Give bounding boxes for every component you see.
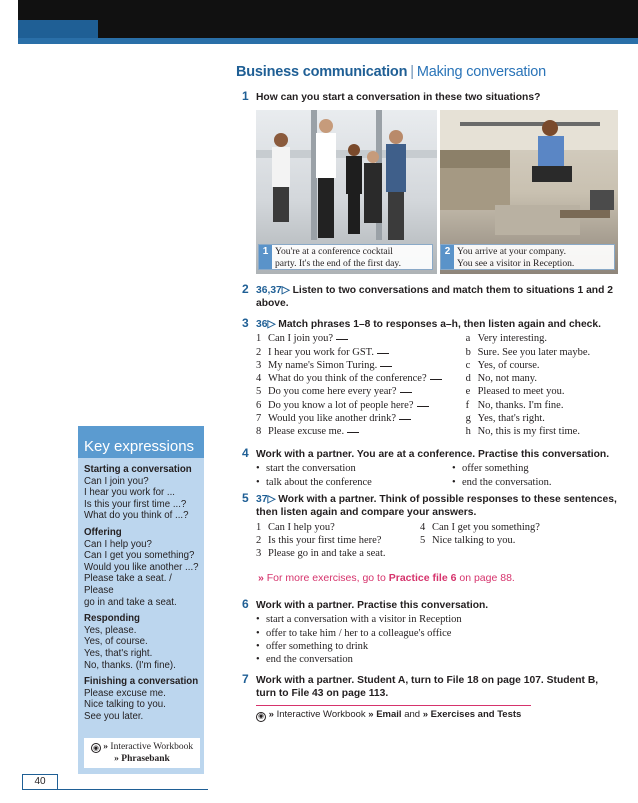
item-number: 4 [256, 373, 262, 385]
expression-line: Please excuse me. [84, 687, 166, 699]
caption-line: party. It's the end of the first day. [275, 257, 401, 269]
bullet-item: • start the conversation [256, 462, 452, 475]
exercise-instruction: Work with a partner. Practise this conversation. [256, 600, 489, 611]
exercise-instruction: Listen to two conversations and match them to situations 1 and 2 [292, 285, 613, 296]
item-text: I hear you work for GST. [268, 346, 374, 358]
exercise-number: 7 [242, 672, 249, 686]
top-banner [18, 0, 638, 44]
response-item [466, 412, 618, 425]
item-number: 5 [256, 386, 262, 398]
link-text: For more exercises, go to [266, 572, 386, 584]
item-text: No, this is my first time. [477, 426, 580, 438]
caption-number: 1 [259, 245, 272, 269]
item-number: 3 [256, 359, 262, 371]
bullet-item: • talk about the conference [256, 476, 452, 489]
photo-conference-party [256, 110, 437, 274]
expression-line: Can I get you something? [84, 550, 195, 562]
exercise-number: 2 [242, 282, 249, 296]
caption-line: You're at a conference cocktail [275, 246, 393, 257]
sentence-item [256, 534, 420, 547]
audio-track[interactable]: 36▷ [256, 319, 276, 330]
caption-line: You arrive at your company. [457, 246, 566, 257]
expression-heading: Starting a conversation [84, 464, 192, 475]
match-row [256, 346, 618, 359]
match-row [256, 425, 618, 438]
photo-panel [256, 110, 618, 274]
sentence-item [256, 521, 420, 534]
exercise-number: 3 [242, 316, 249, 330]
phrasebank-link[interactable]: ◉ » Interactive Workbook » Phrasebank [84, 738, 200, 768]
item-text: Nice talking to you. [432, 534, 516, 546]
workbook-label: Interactive Workbook [110, 742, 194, 752]
item-number: 6 [256, 399, 262, 411]
response-item [466, 332, 618, 345]
expression-line: Would you like another ...? [84, 561, 199, 573]
expression-line: Is this your first time ...? [84, 498, 187, 510]
item-letter: c [465, 359, 471, 371]
item-letter: a [465, 333, 471, 345]
phrase-item [256, 412, 466, 425]
cd-icon: ◉ [92, 744, 99, 752]
match-columns [256, 332, 618, 438]
item-letter: d [465, 373, 471, 385]
exercise-4 [242, 446, 618, 489]
answer-blank[interactable] [377, 353, 389, 354]
key-expressions-box [78, 426, 204, 774]
arrow-icon: » [258, 572, 264, 584]
arrow-icon: » [268, 709, 274, 720]
exercise-number: 1 [242, 89, 249, 103]
exercise-1 [242, 89, 618, 104]
bullet-item: • offer to take him / her to a colleague's office [256, 627, 618, 640]
phrase-item [256, 385, 466, 398]
exercise-3 [242, 316, 618, 439]
page-title [236, 64, 620, 80]
audio-track[interactable]: 36,37▷ [256, 285, 290, 296]
photo-caption-1 [258, 244, 433, 270]
expression-heading: Finishing a conversation [84, 676, 199, 688]
exercise-5 [242, 491, 618, 560]
exercises-tests-link[interactable]: Exercises and Tests [430, 709, 522, 720]
workbook-label: Interactive Workbook [276, 709, 366, 720]
item-text: Can I get you something? [432, 521, 540, 533]
exercise-instruction: Work with a partner. You are at a conference. Practise this conversation. [256, 449, 610, 460]
phrase-item [256, 346, 466, 359]
title-separator: | [410, 64, 414, 80]
practice-file-name[interactable]: Practice file 6 [388, 572, 457, 584]
audio-track[interactable]: 37▷ [256, 494, 276, 505]
item-text: Do you come here every year? [268, 386, 397, 398]
photo-reception [440, 110, 618, 274]
match-row [256, 372, 618, 385]
phrase-item [256, 425, 466, 438]
link-tail: on page 88. [459, 572, 515, 584]
match-row [256, 399, 618, 412]
match-row [256, 359, 618, 372]
arrow-icon: » [368, 709, 374, 720]
expression-line: I hear you work for ... [84, 487, 175, 499]
exercise-number: 4 [242, 446, 249, 460]
response-item [466, 425, 618, 438]
bullet-item: • start a conversation with a visitor in Reception [256, 613, 618, 626]
exercise-6 [242, 597, 618, 666]
conjunction: and [404, 709, 421, 720]
item-letter: e [465, 386, 471, 398]
item-number: 3 [256, 548, 262, 560]
section-subtitle: Making conversation [416, 64, 547, 80]
item-number: 5 [420, 534, 426, 546]
interactive-workbook-link[interactable] [256, 709, 521, 722]
answer-blank[interactable] [417, 406, 429, 407]
item-text: Sure. See you later maybe. [477, 346, 591, 358]
phrase-item [256, 359, 466, 372]
exercise-instruction: Match phrases 1–8 to responses a–h, then listen again and check. [278, 319, 601, 330]
answer-blank[interactable] [399, 419, 411, 420]
key-expressions-list [84, 464, 202, 722]
exercise-2 [242, 282, 618, 311]
phrasebank-label[interactable]: Phrasebank [121, 754, 170, 764]
expression-line: See you later. [84, 710, 144, 722]
email-link[interactable]: Email [376, 709, 402, 720]
photo-caption-2 [440, 244, 615, 270]
item-letter: g [465, 413, 471, 425]
item-text: My name's Simon Turing. [268, 359, 378, 371]
bullet-item: • end the conversation [256, 653, 618, 666]
item-text: Yes, of course. [477, 359, 540, 371]
page-rule [58, 789, 208, 790]
arrow-icon: » [422, 709, 429, 720]
response-item [466, 346, 618, 359]
item-number: 2 [256, 534, 262, 546]
response-item [466, 372, 618, 385]
item-text: Can I join you? [268, 333, 334, 345]
item-text: Is this your first time here? [268, 534, 382, 546]
expression-line: Can I join you? [84, 475, 149, 487]
bullet-item: • offer something [452, 462, 612, 475]
item-number: 4 [420, 521, 426, 533]
item-number: 1 [256, 521, 262, 533]
key-expressions-title: Key expressions [78, 426, 204, 458]
item-text: Can I help you? [268, 521, 335, 533]
section-header [236, 64, 620, 80]
item-text: No, thanks. I'm fine. [477, 399, 564, 411]
expression-line: Can I help you? [84, 538, 152, 550]
item-text: Very interesting. [477, 333, 547, 345]
expression-line: Yes, please. [84, 624, 137, 636]
expression-heading: Offering [84, 526, 122, 538]
cd-icon: ◉ [257, 713, 265, 720]
divider [256, 705, 531, 706]
item-number: 1 [256, 333, 262, 345]
phrase-item [256, 332, 466, 345]
response-item [466, 399, 618, 412]
exercise-instruction-cont: turn to File 43 on page 113. [256, 688, 389, 700]
exercise-7 [242, 672, 618, 701]
expression-line: What do you think of ...? [84, 510, 189, 522]
answer-blank[interactable] [400, 392, 412, 393]
item-number: 8 [256, 426, 262, 438]
item-text: Would you like another drink? [268, 413, 397, 425]
response-item [466, 359, 618, 372]
section-title: Business communication [236, 64, 408, 80]
exercise-instruction: Work with a partner. Think of possible responses to these sentences, [278, 494, 617, 505]
practice-file-link[interactable] [258, 572, 515, 584]
sentence-item [420, 521, 540, 534]
phrase-item [256, 399, 466, 412]
item-text: Please go in and take a seat. [268, 548, 386, 560]
item-text: No, not many. [477, 373, 537, 385]
answer-blank[interactable] [336, 339, 348, 340]
item-letter: f [465, 399, 470, 411]
response-item [466, 385, 618, 398]
item-text: What do you think of the conference? [268, 373, 427, 385]
exercise-instruction: How can you start a conversation in these two situations? [256, 92, 541, 103]
answer-blank[interactable] [347, 432, 359, 433]
sentence-item [256, 547, 420, 560]
item-text: Yes, that's right. [477, 413, 545, 425]
match-row [256, 332, 618, 345]
answer-blank[interactable] [430, 379, 442, 380]
item-text: Do you know a lot of people here? [268, 399, 414, 411]
expression-line: Nice talking to you. [84, 699, 166, 711]
exercise-instruction: Work with a partner. Student A, turn to File 18 on page 107. Student B, [256, 675, 599, 686]
sentence-item [420, 534, 540, 547]
item-text: Please excuse me. [268, 426, 345, 438]
match-row [256, 385, 618, 398]
banner-strip [18, 38, 638, 44]
phrase-item [256, 372, 466, 385]
expression-line: No, thanks. (I'm fine). [84, 659, 176, 671]
expression-line: Yes, that's right. [84, 647, 153, 659]
page-number: 40 [22, 774, 58, 790]
item-letter: h [465, 426, 471, 438]
expression-line: Yes, of course. [84, 636, 148, 648]
match-row [256, 412, 618, 425]
bullet-item: • end the conversation. [452, 476, 612, 489]
expression-line: go in and take a seat. [84, 596, 177, 608]
exercise-instruction-cont: then listen again and compare your answers. [256, 507, 477, 519]
exercise-instruction-cont: above. [256, 298, 289, 310]
bullet-item: • offer something to drink [256, 640, 618, 653]
item-letter: b [465, 346, 471, 358]
exercise-number: 6 [242, 597, 249, 611]
caption-number: 2 [441, 245, 454, 269]
answer-blank[interactable] [380, 366, 392, 367]
item-text: Pleased to meet you. [477, 386, 565, 398]
item-number: 2 [256, 346, 262, 358]
caption-line: You see a visitor in Reception. [457, 257, 575, 269]
expression-heading: Responding [84, 613, 140, 625]
exercise-number: 5 [242, 491, 249, 505]
item-number: 7 [256, 413, 262, 425]
expression-line: Please take a seat. / Please [84, 573, 172, 596]
